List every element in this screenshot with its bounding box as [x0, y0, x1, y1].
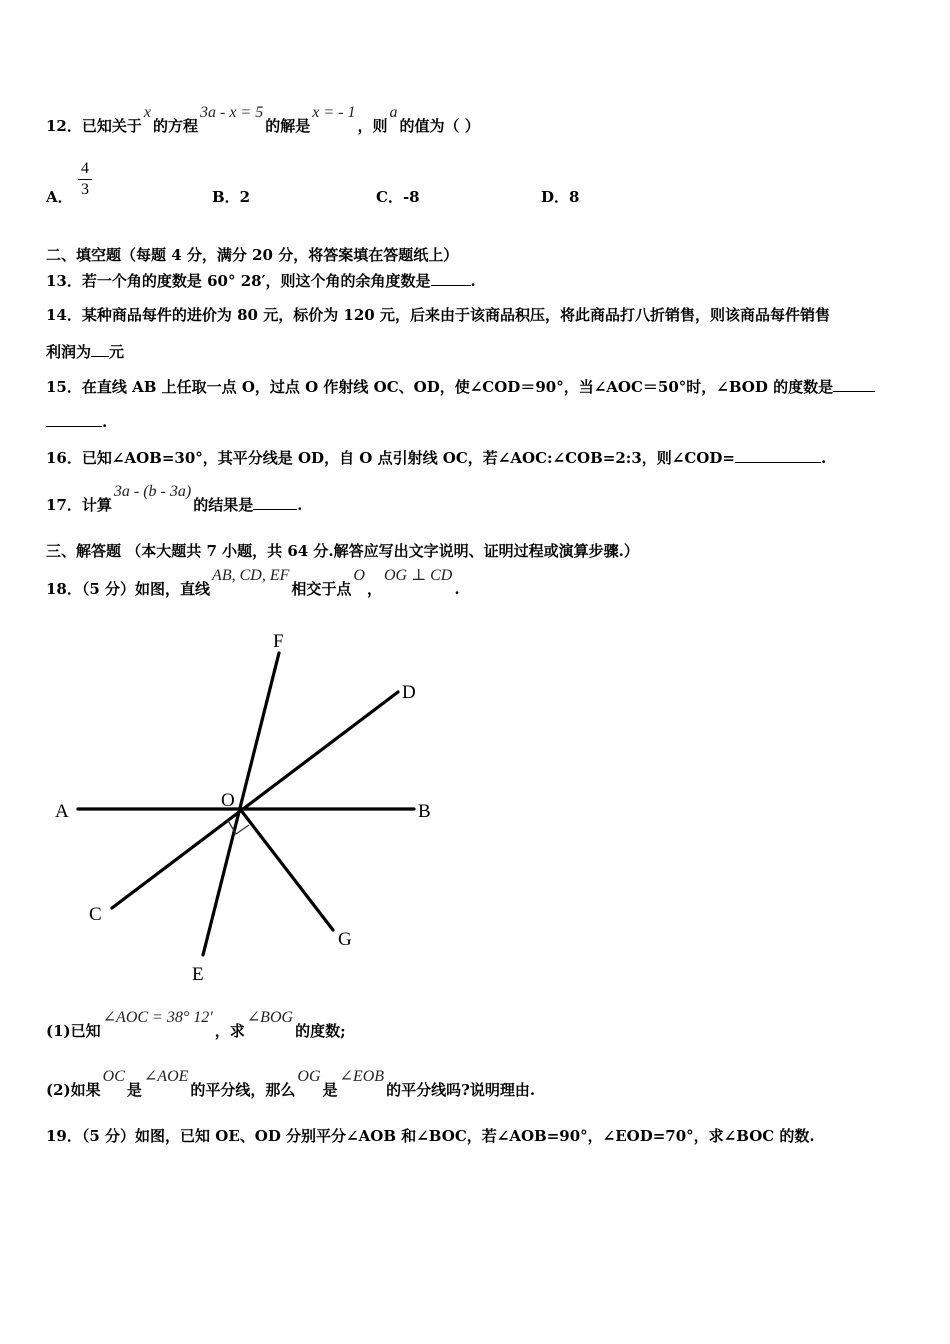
q18-text: 相交于点 [291, 580, 352, 598]
q18-sub2-eob: ∠EOB [339, 1068, 385, 1085]
label-o: O [221, 790, 235, 811]
q12-solution: x = - 1 [312, 104, 356, 121]
q12-text: 的值为（ ） [399, 117, 480, 135]
q18-sub1-text: ，求 [214, 1022, 245, 1040]
q18-sub2-text: 是 [126, 1081, 142, 1099]
q18-sub2-text: (2)如果 [46, 1081, 101, 1099]
fraction-denominator: 3 [81, 181, 89, 198]
label-f: F [273, 631, 284, 652]
q12-prefix: 12．已知关于 [46, 117, 142, 135]
q13-end: . [470, 272, 476, 290]
q12-equation: 3a - x = 5 [200, 104, 264, 121]
q14-text: 元 [109, 343, 125, 361]
label-b: B [418, 801, 431, 822]
q16-text: 16．已知∠AOB=30°，其平分线是 OD，自 O 点引射线 OC，若∠AOC:∠COB=2:3，则∠COD= [46, 449, 735, 467]
q18-text: 18．（5 分）如图，直线 [46, 580, 211, 598]
q13-text: 13．若一个角的度数是 60° 28′，则这个角的余角度数是 [46, 272, 431, 290]
section-3-heading: 三、解答题 （本大题共 7 小题，共 64 分.解答应写出文字说明、证明过程或演算步骤.） [46, 542, 639, 560]
q12-var-a: a [389, 104, 398, 121]
label-a: A [55, 801, 69, 822]
label-g: G [338, 929, 352, 950]
q12-text: 的方程 [152, 117, 198, 135]
label-c: C [89, 904, 102, 925]
q17-text: 的结果是 [193, 496, 254, 514]
q18-sub1-text: 的度数; [295, 1022, 346, 1040]
q18-lines: AB, CD, EF [212, 567, 290, 584]
q18-sub1-given: ∠AOC = 38° 12′ [102, 1009, 213, 1026]
q12-option-b: B．2 [212, 188, 251, 206]
q17-text: 17．计算 [46, 496, 112, 514]
q18-point: O [353, 567, 365, 584]
q16-end: . [820, 449, 827, 467]
q12-option-d: D．8 [541, 188, 580, 206]
q14-line-1: 14．某种商品每件的进价为 80 元，标价为 120 元，后来由于该商品积压，将此商品打八折销售，则该商品每件销售 [46, 306, 830, 324]
q18-sub2-text: 的平分线，那么 [190, 1081, 296, 1099]
q18-sub2-og: OG [297, 1068, 321, 1085]
line-cd [112, 692, 398, 908]
q18-sub1 [46, 1009, 346, 1042]
q15-text: 15．在直线 AB 上任取一点 O，过点 O 作射线 OC、OD，使∠COD＝90°，当∠AOC＝50°时，∠BOD 的度数是 [46, 378, 834, 396]
fraction-numerator: 4 [81, 160, 89, 177]
q18-sub1-target: ∠BOG [246, 1009, 294, 1026]
line-ef [203, 653, 279, 955]
q12-text: ，则 [357, 117, 388, 135]
q17-end: . [297, 496, 303, 514]
q12-option-c: C．-8 [376, 188, 420, 206]
q18-sub2-oc: OC [102, 1068, 125, 1085]
section-2-heading: 二、填空题（每题 4 分，满分 20 分，将答案填在答题纸上） [46, 246, 459, 264]
q12-text: 的解是 [265, 117, 311, 135]
q18-sub2-text: 是 [322, 1081, 338, 1099]
q18-sub2-aoe: ∠AOE [143, 1068, 189, 1085]
label-e: E [192, 964, 204, 985]
q18-sub2-text: 的平分线吗?说明理由. [386, 1081, 536, 1099]
q15-end: . [102, 413, 108, 431]
q18-text: ， [366, 580, 382, 598]
q14-text: 利润为 [46, 343, 92, 361]
q18-sub1-text: (1)已知 [46, 1022, 101, 1040]
ray-og [240, 809, 333, 930]
label-d: D [402, 682, 416, 703]
q12-option-a-label: A． [46, 188, 73, 206]
q19-line: 19．（5 分）如图，已知 OE、OD 分别平分∠AOB 和∠BOC，若∠AOB=90°，∠EOD=70°，求∠BOC 的数. [46, 1127, 815, 1145]
q12-var-x: x [143, 104, 151, 121]
q18-perpendicular: OG ⊥ CD [383, 567, 453, 584]
q18-sub2 [46, 1068, 536, 1101]
q18-end: . [454, 580, 460, 598]
q17-expression: 3a - (b - 3a) [113, 483, 192, 500]
